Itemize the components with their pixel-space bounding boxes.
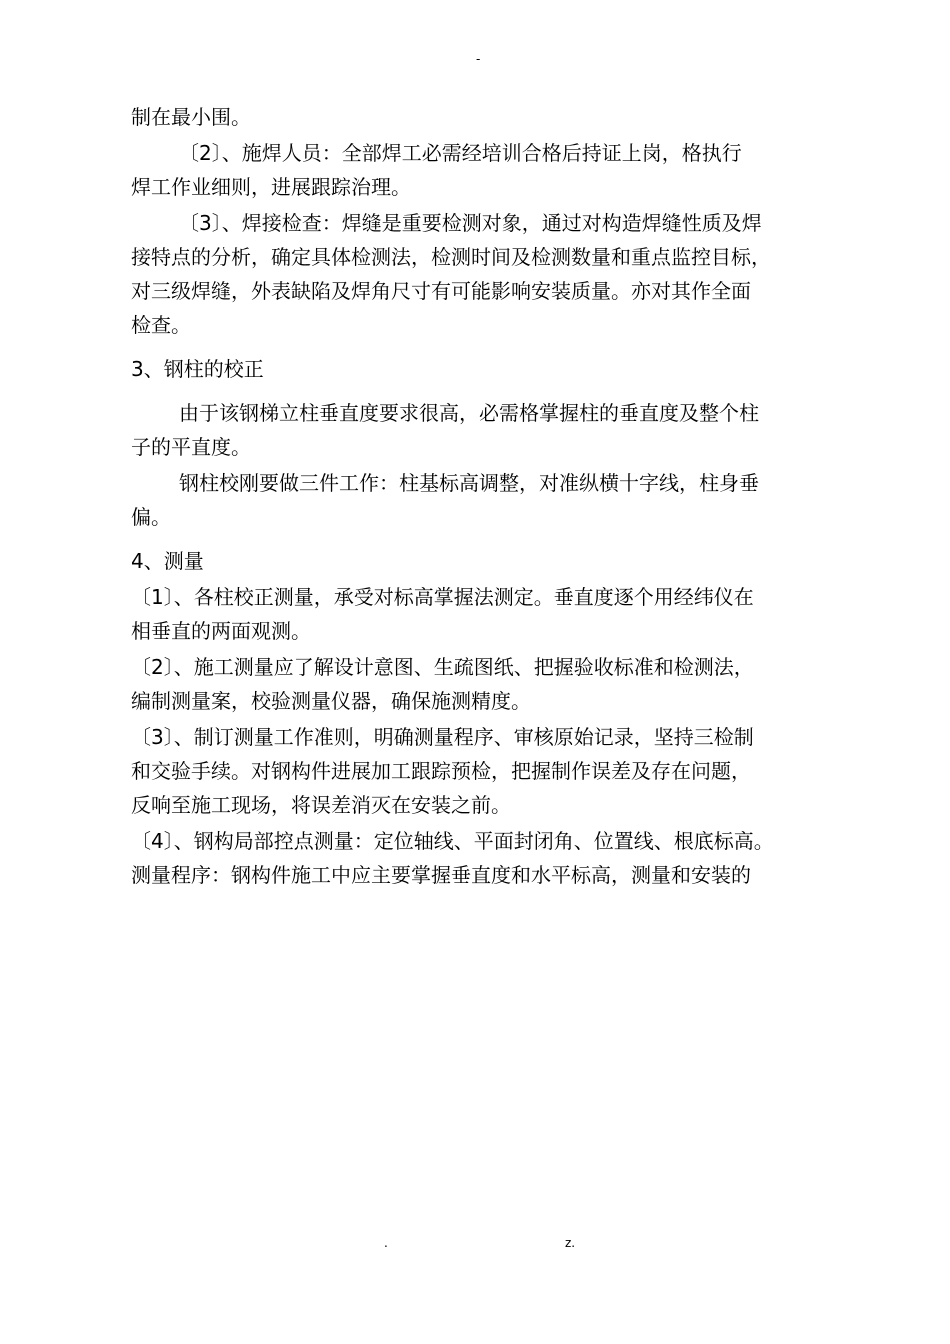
document-body [131,100,843,892]
body-line: 〔3〕、焊接检查：焊缝是重要检测对象，通过对构造焊缝性质及焊 [179,211,762,235]
header-mark: - [476,52,481,66]
body-line: 子的平直度。 [131,435,251,459]
body-line: 钢柱校刚要做三件工作：柱基标高调整，对准纵横十字线，柱身垂 [179,471,759,495]
body-line: 检查。 [131,313,191,337]
body-line: 反响至施工现场，将误差消灭在安装之前。 [131,793,511,817]
footer-left-mark: . [384,1236,388,1250]
body-line: 焊工作业细则，进展跟踪治理。 [131,175,411,199]
body-line: 〔4〕、钢构局部控点测量：定位轴线、平面封闭角、位置线、根底标高。 [131,829,774,853]
body-line: 〔2〕、施工测量应了解设计意图、生疏图纸、把握验收标准和检测法， [131,655,754,679]
body-line: 偏。 [131,505,171,529]
body-line: 编制测量案，校验测量仪器，确保施测精度。 [131,689,531,713]
body-line: 测量程序：钢构件施工中应主要掌握垂直度和水平标高，测量和安装的 [131,863,751,887]
body-line: 相垂直的两面观测。 [131,619,311,643]
section-heading: 3、钢柱的校正 [131,357,264,381]
body-line: 对三级焊缝，外表缺陷及焊角尺寸有可能影响安装质量。亦对其作全面 [131,279,751,303]
body-line: 由于该钢梯立柱垂直度要求很高，必需格掌握柱的垂直度及整个柱 [179,401,759,425]
body-line: 和交验手续。对钢构件进展加工跟踪预检，把握制作误差及存在问题， [131,759,751,783]
body-line: 〔2〕、施焊人员：全部焊工必需经培训合格后持证上岗，格执行 [179,141,742,165]
footer-right-mark: z. [565,1236,576,1250]
body-line: 〔1〕、各柱校正测量，承受对标高掌握法测定。垂直度逐个用经纬仪在 [131,585,754,609]
body-line: 接特点的分析，确定具体检测法，检测时间及检测数量和重点监控目标， [131,245,771,269]
body-line: 制在最小围。 [131,105,251,129]
section-heading: 4、测量 [131,549,204,573]
body-line: 〔3〕、制订测量工作准则，明确测量程序、审核原始记录，坚持三检制 [131,725,754,749]
